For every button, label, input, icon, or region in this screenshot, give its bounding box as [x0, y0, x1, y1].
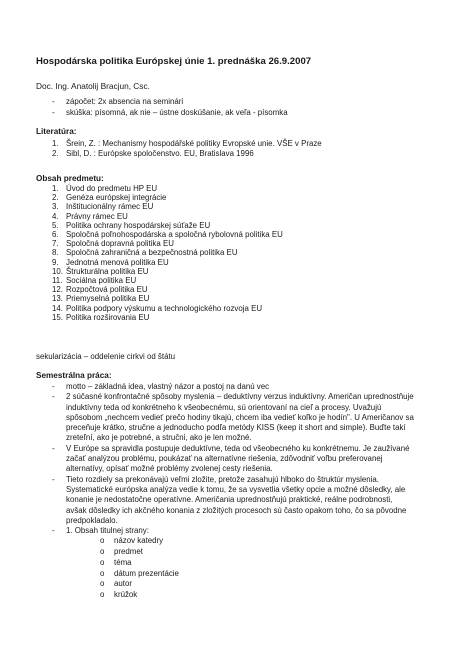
item-number: 13.	[52, 294, 63, 304]
title-page-item: o autor	[100, 579, 414, 590]
title-page-item: o názov katedry	[100, 536, 414, 547]
item-text: Inštitucionálny rámec EU	[66, 202, 154, 212]
item-number: 8.	[52, 248, 59, 258]
item-number: 2.	[52, 193, 59, 203]
item-number: 6.	[52, 230, 59, 240]
title-page-list	[66, 536, 414, 600]
contents-item	[52, 276, 283, 285]
semestral-item: - Tieto rozdiely sa prekonávajú veľmi zložite, pretože zasahujú hlboko do štruktúr myslenia. Systematické európska analýza vedie k tomu, že sa vysvetlia všetky opcie a možné dôsledky, ale konanie je nedostatočne operatívne. Američania uprednostňujú praktické, reálne podrobnosti, avšak dôsledky ich akčného konania z zložitých procesoch sú často opakom toho, čo sa pôvodne predpokladalo.	[52, 475, 414, 526]
item-number: 4.	[52, 211, 59, 221]
title-page-item: o téma	[100, 558, 414, 569]
literature-heading: Literatúra:	[36, 127, 77, 136]
literature-list	[52, 139, 322, 160]
item-number: 7.	[52, 239, 59, 249]
contents-item	[52, 212, 283, 221]
item-text: Rozpočtová politika EU	[66, 285, 148, 295]
item-number: 2.	[52, 149, 59, 159]
contents-item	[52, 267, 283, 276]
semestral-list	[52, 382, 414, 601]
item-number: 12.	[52, 285, 63, 295]
contents-item	[52, 202, 283, 211]
semestral-item	[52, 526, 414, 601]
contents-item	[52, 304, 283, 313]
contents-item	[52, 285, 283, 294]
item-text: Genéza európskej integrácie	[66, 193, 167, 203]
requirements-list	[52, 97, 288, 118]
secularization-note: sekularizácia – oddelenie cirkvi od štátu	[36, 352, 176, 361]
contents-item	[52, 294, 283, 303]
contents-item	[52, 248, 283, 257]
item-text: Právny rámec EU	[66, 211, 128, 221]
title-page-heading: 1. Obsah titulnej strany:	[66, 526, 149, 536]
item-text: Sibl, D. : Európske spoločenstvo. EU, Bratislava 1996	[66, 149, 254, 159]
item-number: 11.	[52, 276, 63, 286]
contents-list	[52, 184, 283, 322]
literature-item	[52, 149, 322, 159]
requirement-item: - skúška: písomná, ak nie – ústne doskúšanie, ak veľa - písomka	[52, 108, 288, 119]
requirement-item: - zápočet: 2x absencia na seminári	[52, 97, 288, 108]
item-text: Spoločná dopravná politika EU	[66, 239, 174, 249]
item-number: 14.	[52, 303, 63, 313]
item-text: Spoločná zahraničná a bezpečnostná politika EU	[66, 248, 238, 258]
semestral-item: - 2 súčasné konfrontačné spôsoby myslenia – deduktívny verzus induktívny. Američan uprednostňuje induktívny teda od konkrétneho k všeobecnému, sú orientovaní na cieľ a procesy. Uvažujú spôsobom „nechcem vedieť prečo hodiny tikajú, chcem iba vedieť koľko je hodín". U Američanov sa preceňuje krátko, stručne a jednoducho podľa metódy KISS (keep it short and simple). Buďte takí zreteľní, ako je potrebné, a stručnί, ako je len možné.	[52, 392, 414, 443]
item-number: 3.	[52, 202, 59, 212]
contents-item	[52, 184, 283, 193]
title-page-item: o predmet	[100, 547, 414, 558]
item-text: Politika rozširovania EU	[66, 312, 150, 322]
item-text: Politika podpory výskumu a technologického rozvoja EU	[66, 303, 263, 313]
item-number: 5.	[52, 220, 59, 230]
semestral-item: - V Európe sa spravidla postupuje deduktívne, teda od všeobecného ku konkrétnemu. Je zaužívané začať analýzou problému, poukázať na alternatívne riešenia, zdôvodniť voľbu preferovanej alternatívy, opísať možné problémy zvolenej cesty riešenia.	[52, 444, 414, 475]
author-line: Doc. Ing. Anatolij Bracjun, Csc.	[36, 81, 150, 91]
contents-item	[52, 193, 283, 202]
item-text: Štrukturálna politika EU	[66, 266, 149, 276]
item-number: 9.	[52, 257, 59, 267]
item-text: Politika ochrany hospodárskej súťaže EU	[66, 220, 211, 230]
contents-item	[52, 230, 283, 239]
item-number: 10.	[52, 266, 63, 276]
contents-item	[52, 313, 283, 322]
item-text: Sociálna politika EU	[66, 276, 137, 286]
item-number: 1.	[52, 139, 59, 148]
contents-item	[52, 239, 283, 248]
document-title: Hospodárska politika Európskej únie 1. prednáška 26.9.2007	[36, 56, 312, 67]
item-text: Jednotná menová politika EU	[66, 257, 169, 267]
contents-item	[52, 221, 283, 230]
item-number: 15.	[52, 312, 63, 322]
item-text: Úvod do predmetu HP EU	[66, 184, 158, 193]
contents-item	[52, 258, 283, 267]
semestral-heading: Semestrálna práca:	[36, 371, 112, 380]
item-text: Šrein, Z. : Mechanismy hospodářské politiky Evropské unie. VŠE v Praze	[66, 139, 322, 148]
item-text: Priemyselná politika EU	[66, 294, 150, 304]
item-number: 1.	[52, 184, 59, 193]
item-text: Spoločná poľnohospodárska a spoločná rybolovná politika EU	[66, 230, 283, 240]
title-page-item: o krúžok	[100, 590, 414, 601]
contents-heading: Obsah predmetu:	[36, 174, 104, 183]
semestral-item: - motto – základná idea, vlastný názor a postoj na danú vec	[52, 382, 414, 392]
title-page-item: o dátum prezentácie	[100, 569, 414, 580]
literature-item	[52, 139, 322, 149]
